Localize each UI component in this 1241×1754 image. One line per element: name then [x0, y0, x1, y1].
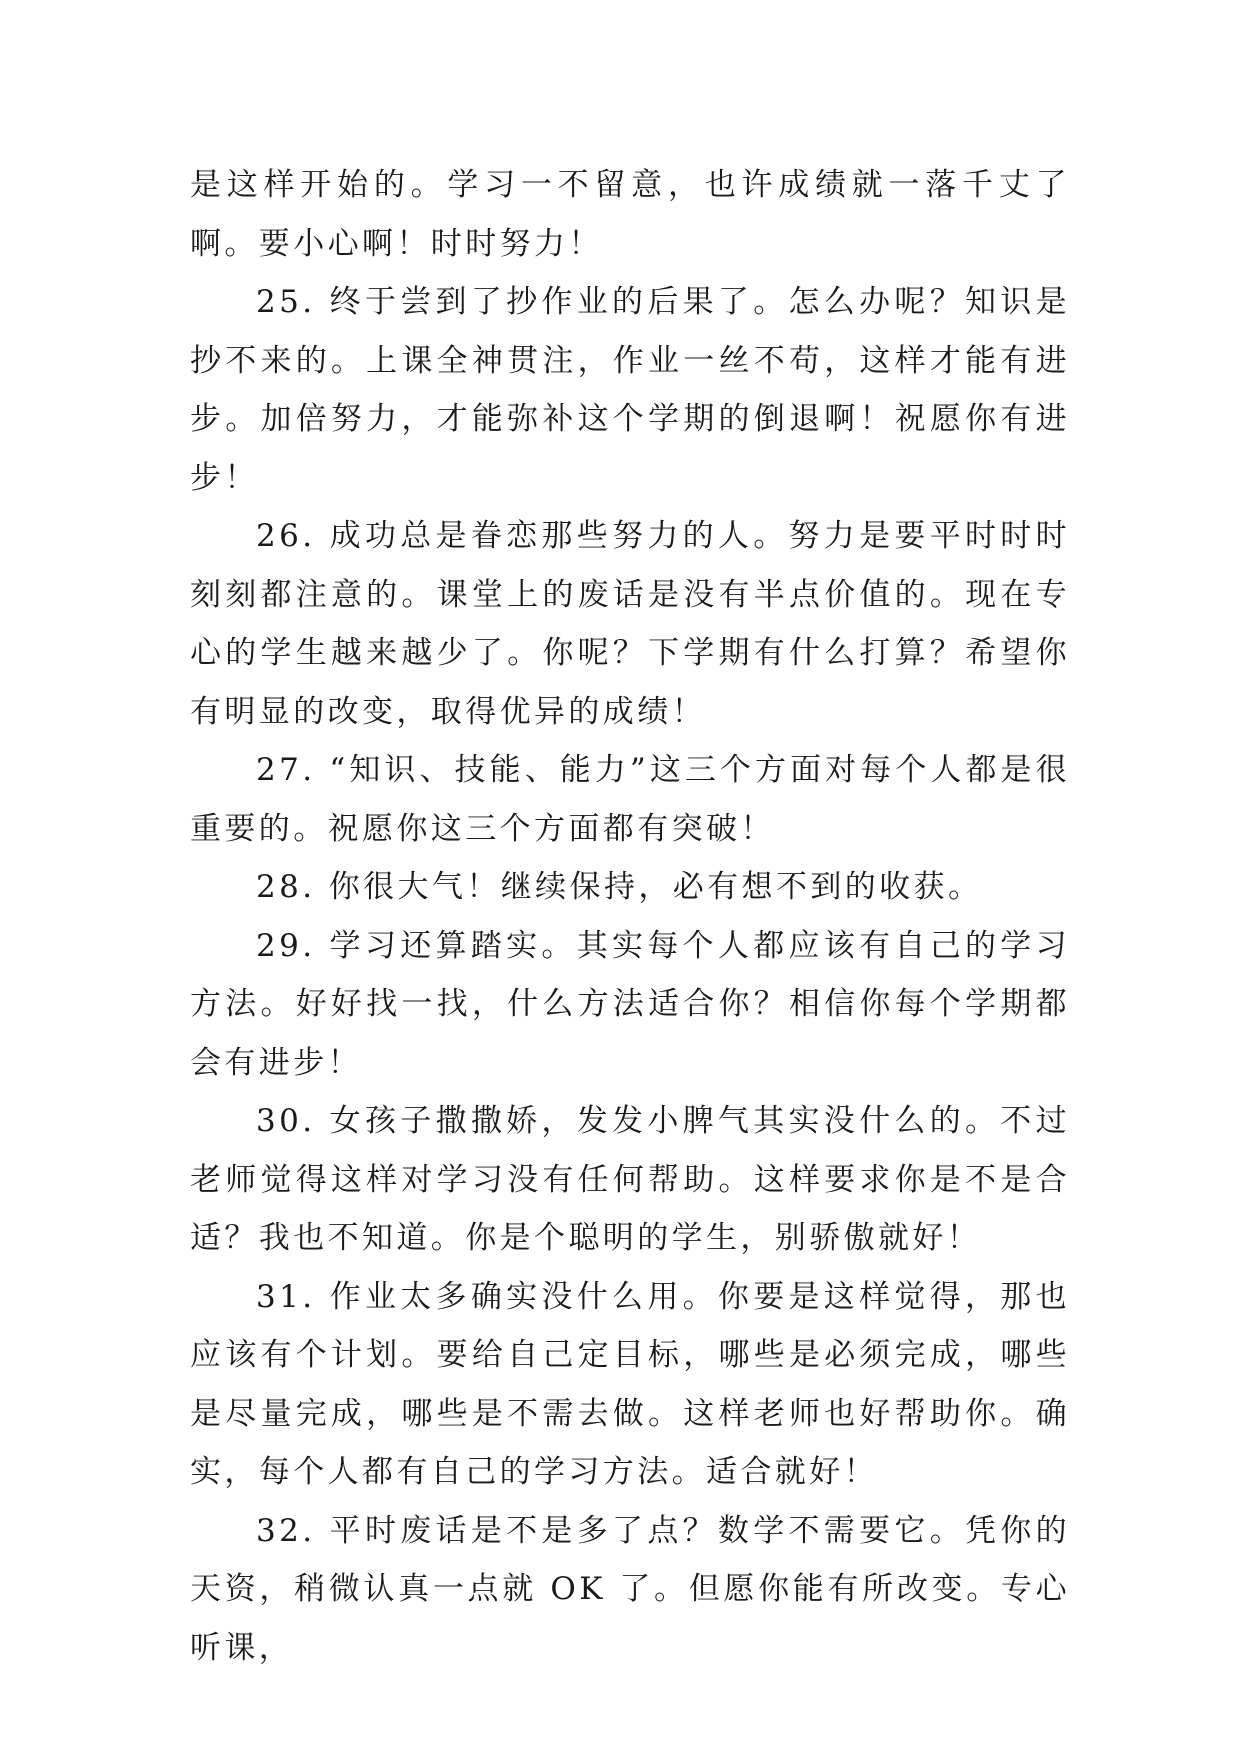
paragraph-comment-28: 28. 你很大气！继续保持，必有想不到的收获。 [256, 869, 983, 905]
paragraph-comment-26: 26. 成功总是眷恋那些努力的人。努力是要平时时时刻刻都注意的。课堂上的废话是没有半点价值的。现在专心的学生越来越少了。你呢？下学期有什么打算？希望你有明显的改变，取得优异的成绩！ [190, 518, 1070, 730]
paragraph-comment-25: 25. 终于尝到了抄作业的后果了。怎么办呢？知识是抄不来的。上课全神贯注，作业一丝不苟，这样才能有进步。加倍努力，才能弥补这个学期的倒退啊！祝愿你有进步！ [190, 284, 1070, 496]
paragraph-comment-29: 29. 学习还算踏实。其实每个人都应该有自己的学习方法。好好找一找，什么方法适合你？相信你每个学期都会有进步！ [190, 927, 1070, 1081]
document-body [190, 156, 1070, 1677]
paragraph-comment-27: 27. “知识、技能、能力”这三个方面对每个人都是很重要的。祝愿你这三个方面都有突破！ [190, 752, 1070, 847]
paragraph-comment-31: 31. 作业太多确实没什么用。你要是这样觉得，那也应该有个计划。要给自己定目标，哪些是必须完成，哪些是尽量完成，哪些是不需去做。这样老师也好帮助你。确实，每个人都有自己的学习方法。适合就好！ [190, 1278, 1070, 1490]
paragraph-comment-32: 32. 平时废话是不是多了点？数学不需要它。凭你的天资，稍微认真一点就 OK 了。但愿你能有所改变。专心听课， [190, 1512, 1070, 1666]
paragraph-continuation: 是这样开始的。学习一不留意，也许成绩就一落千丈了啊。要小心啊！时时努力！ [190, 167, 1070, 262]
paragraph-comment-30: 30. 女孩子撒撒娇，发发小脾气其实没什么的。不过老师觉得这样对学习没有任何帮助。这样要求你是不是合适？我也不知道。你是个聪明的学生，别骄傲就好！ [190, 1103, 1070, 1256]
